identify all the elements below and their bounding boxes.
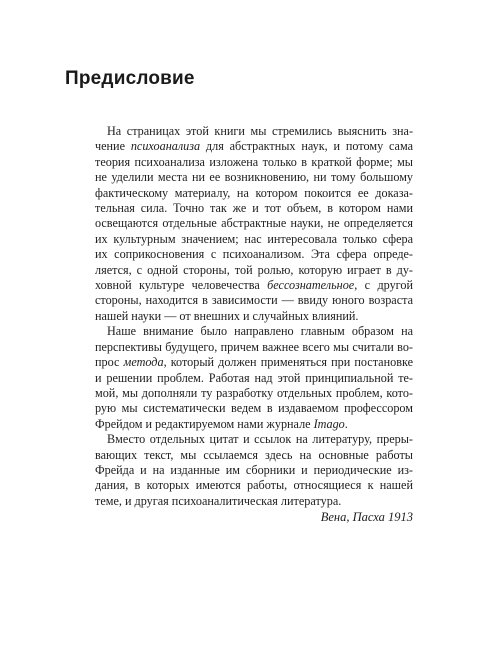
text-segment: освещаются отдельные абстрактные науки, не определяется <box>95 216 413 231</box>
paragraph <box>95 124 413 324</box>
text-line <box>95 170 413 185</box>
text-segment: не уделили места ни ее возникновению, ни тому большому <box>95 170 413 185</box>
text-line <box>95 247 413 262</box>
text-segment: для абстрактных наук, и потому сама <box>200 139 413 154</box>
text-segment: теме, и другая психоаналитическая литература. <box>95 493 342 508</box>
paragraph <box>95 432 413 509</box>
text-segment: , который должен применяться при постановке <box>163 355 413 370</box>
text-line <box>95 355 413 370</box>
text-line <box>95 494 413 509</box>
text-line <box>95 478 413 493</box>
text-line <box>95 139 413 154</box>
paragraph <box>95 324 413 432</box>
text-segment: , с другой <box>354 278 413 293</box>
preface-body <box>95 124 413 509</box>
text-line <box>95 448 413 463</box>
emphasis-text: бессознательное <box>267 278 355 293</box>
text-segment: фактическому материалу, на котором покоится ее доказа- <box>95 185 413 200</box>
signature: Вена, Пасха 1913 <box>320 510 413 524</box>
text-line <box>95 201 413 216</box>
text-segment: Фрейдом и редактируемом нами журнале <box>95 416 314 431</box>
text-segment: Наше внимание было направлено главным образом на <box>107 324 413 339</box>
text-segment: Вместо отдельных цитат и ссылок на литературу, преры- <box>107 432 413 447</box>
text-line <box>95 371 413 386</box>
text-segment: вающих текст, мы ссылаемся здесь на основные работы <box>95 447 413 462</box>
text-line <box>95 309 413 324</box>
text-segment: нашей науки — от внешних и случайных влияний. <box>95 308 359 323</box>
text-line <box>95 386 413 401</box>
text-segment: их культурным значением; нас интересовала только сфера <box>95 231 413 246</box>
text-line <box>95 263 413 278</box>
text-segment: стороны, находится в зависимости — ввиду юного возраста <box>95 293 413 308</box>
text-segment: тельная сила. Точно так же и тот объем, в котором нами <box>95 201 413 216</box>
text-line <box>95 124 413 139</box>
text-segment: рую мы систематически ведем в издаваемом профессором <box>95 401 413 416</box>
text-line <box>95 155 413 170</box>
emphasis-text: Imago <box>313 416 345 431</box>
text-line <box>95 432 413 447</box>
text-segment: Фрейда и на изданные им сборники и периодические из- <box>95 462 413 477</box>
text-segment: мой, мы дополняли ту разработку отдельных проблем, кото- <box>95 385 413 400</box>
text-segment: . <box>344 416 348 431</box>
text-line <box>95 401 413 416</box>
text-segment: прос <box>95 355 124 370</box>
text-segment: и решении проблем. Работая над этой принципиальной те- <box>95 370 413 385</box>
page-title: Предисловие <box>65 68 195 89</box>
emphasis-text: психоанализа <box>130 139 201 154</box>
text-segment: На страницах этой книги мы стремились выяснить зна- <box>107 124 413 138</box>
text-segment: чение <box>95 139 131 154</box>
text-line <box>95 278 413 293</box>
text-segment: их соприкосновения с психоанализом. Эта сфера опреде- <box>95 247 413 262</box>
emphasis-text: метода <box>123 355 164 370</box>
text-line <box>95 186 413 201</box>
text-segment: дания, в которых имеются работы, относящиеся к нашей <box>95 478 413 493</box>
text-segment: перспективы будущего, причем важнее всего мы считали во- <box>95 339 413 354</box>
text-line <box>95 463 413 478</box>
text-line <box>95 293 413 308</box>
text-line <box>95 324 413 339</box>
text-line <box>95 417 413 432</box>
text-segment: ляется, с одной стороны, той ролью, которую играет в ду- <box>95 262 413 277</box>
text-line <box>95 340 413 355</box>
text-segment: теория психоанализа изложена только в краткой форме; мы <box>95 154 413 169</box>
text-line <box>95 216 413 231</box>
text-line <box>95 232 413 247</box>
text-segment: ховной культуре человечества <box>95 278 268 293</box>
